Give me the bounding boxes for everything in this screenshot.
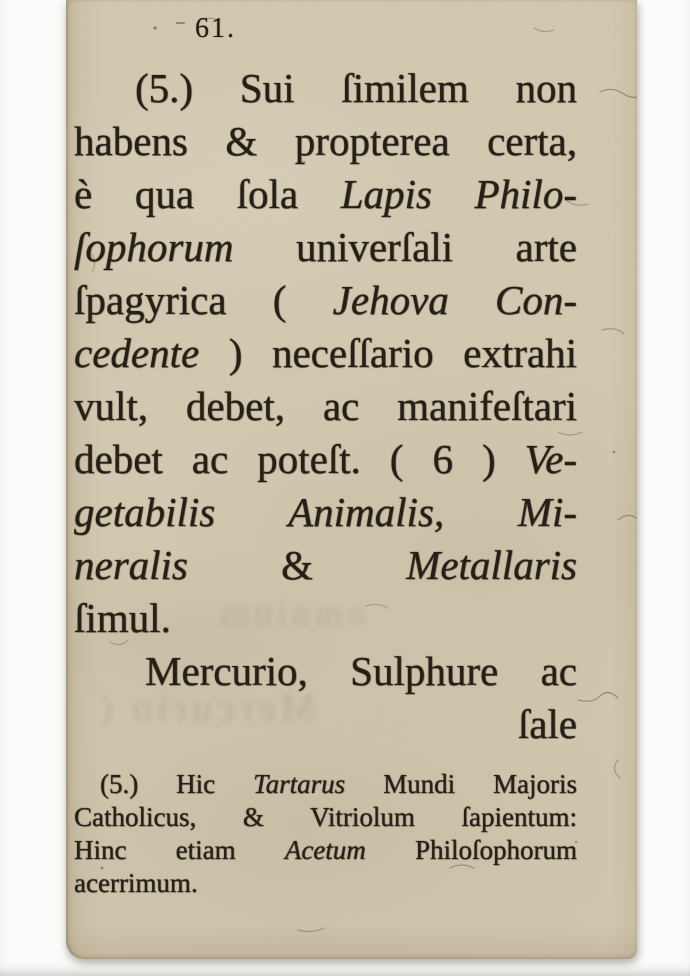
italic-text-segment: Ve- bbox=[524, 436, 577, 482]
text-segment: Catholicus, & Vitriolum ſapientum: bbox=[74, 802, 577, 832]
body-text-line bbox=[74, 645, 577, 698]
page-number: 61. bbox=[195, 13, 236, 44]
text-segment: Mercurio, Sulphure ac bbox=[145, 648, 577, 694]
text-segment: Mundi Majoris bbox=[345, 769, 577, 799]
body-text-line bbox=[74, 62, 577, 115]
text-segment: & bbox=[187, 542, 407, 588]
body-text-line bbox=[74, 221, 577, 274]
body-text-line bbox=[74, 486, 577, 539]
book-page bbox=[66, 0, 637, 959]
text-segment: (5.) Hic bbox=[100, 769, 254, 799]
italic-text-segment: Metallaris bbox=[406, 542, 577, 588]
footnote-line bbox=[74, 867, 577, 900]
body-text-line bbox=[74, 592, 577, 645]
text-segment: ſale bbox=[517, 701, 577, 747]
body-text bbox=[74, 62, 577, 751]
text-segment: (5.) Sui ſimilem non bbox=[135, 65, 577, 111]
text-segment: vult, debet, ac manifeſtari bbox=[74, 383, 577, 429]
footnote bbox=[74, 768, 577, 900]
bleed-through-text: Mercurio ( bbox=[94, 685, 317, 730]
body-text-line bbox=[74, 274, 577, 327]
italic-text-segment: cedente bbox=[74, 330, 200, 376]
body-text-line bbox=[74, 380, 577, 433]
italic-text-segment: Acetum bbox=[284, 835, 366, 865]
italic-text-segment: getabilis Animalis, Mi- bbox=[74, 489, 577, 535]
italic-text-segment: neralis bbox=[74, 542, 188, 588]
text-segment: ) neceſſario extrahi bbox=[199, 330, 577, 376]
body-text-line bbox=[74, 539, 577, 592]
body-text-line bbox=[74, 327, 577, 380]
page-content bbox=[66, 0, 637, 959]
italic-text-segment: ſophorum bbox=[74, 224, 234, 270]
text-segment: debet ac poteſt. ( 6 ) bbox=[74, 436, 525, 482]
italic-text-segment: Tartarus bbox=[253, 769, 346, 799]
body-text-line bbox=[74, 433, 577, 486]
text-segment: habens & propterea certa, bbox=[74, 118, 577, 164]
text-segment: Hinc etiam bbox=[74, 835, 285, 865]
text-segment: ſimul. bbox=[74, 595, 171, 641]
italic-text-segment: Lapis Philo- bbox=[340, 171, 577, 217]
italic-text-segment: Jehova Con- bbox=[332, 277, 577, 323]
footnote-line bbox=[74, 768, 577, 801]
text-segment: è qua ſola bbox=[74, 171, 341, 217]
text-segment: Philoſophorum bbox=[365, 835, 577, 865]
body-text-line bbox=[74, 698, 577, 751]
text-segment: ſpagyrica ( bbox=[74, 277, 333, 323]
footnote-line bbox=[74, 834, 577, 867]
text-segment: acerrimum. bbox=[74, 868, 198, 898]
body-text-line bbox=[74, 115, 577, 168]
footnote-line bbox=[74, 801, 577, 834]
body-text-line bbox=[74, 168, 577, 221]
bleed-through-text: omnium bbox=[216, 593, 367, 633]
text-segment: univerſali arte bbox=[233, 224, 577, 270]
